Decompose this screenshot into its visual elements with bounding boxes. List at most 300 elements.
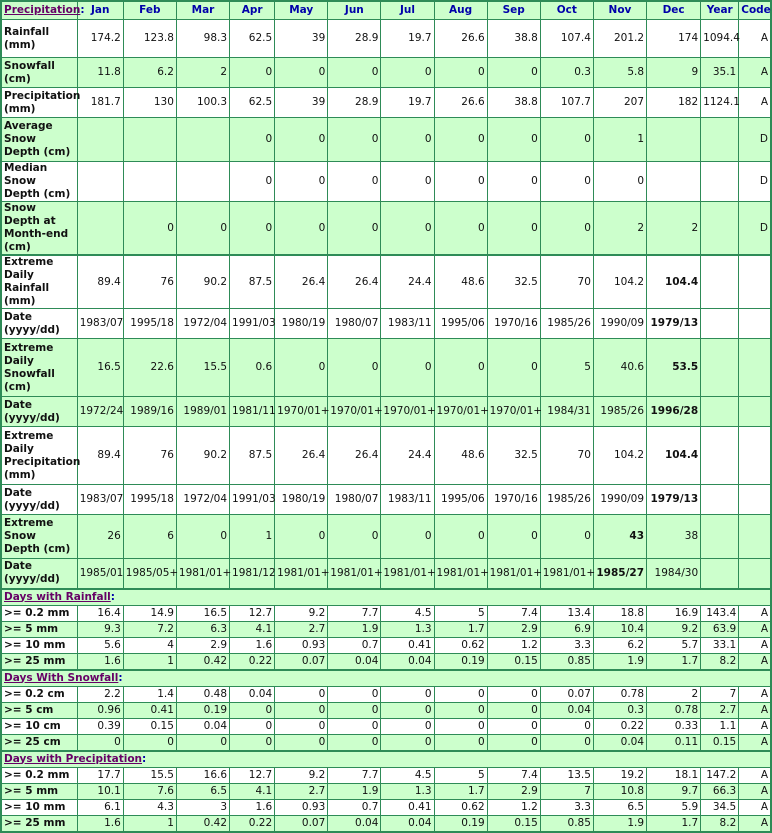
value-cell: 76: [123, 255, 176, 309]
value-cell: 1.3: [381, 621, 434, 637]
value-cell: 1981/12: [230, 559, 275, 589]
year-cell: 8.2: [701, 815, 739, 832]
year-cell: [701, 485, 739, 515]
row-label: >= 25 cm: [1, 734, 77, 751]
days-with-rainfall-section-title-cell: [1, 589, 771, 606]
value-cell: 24.4: [381, 255, 434, 309]
value-cell: 0.78: [647, 702, 701, 718]
code-cell: [739, 309, 771, 339]
colon: :: [118, 671, 123, 684]
value-cell: 0: [275, 686, 328, 702]
precip-row: [1, 20, 771, 58]
value-cell: 0.96: [77, 702, 123, 718]
value-cell: 0.41: [123, 702, 176, 718]
value-cell: 38.8: [487, 88, 540, 118]
days-with-precipitation-row: [1, 799, 771, 815]
value-cell: 0.3: [593, 702, 646, 718]
value-cell: 1983/07: [77, 485, 123, 515]
days-with-snowfall-row: [1, 734, 771, 751]
value-cell: [647, 162, 701, 202]
value-cell: 62.5: [230, 20, 275, 58]
value-cell: 5: [540, 339, 593, 397]
value-cell: 0: [328, 162, 381, 202]
year-cell: [701, 397, 739, 427]
value-cell: 1.7: [647, 815, 701, 832]
value-cell: 1981/11: [230, 397, 275, 427]
value-cell: [77, 162, 123, 202]
value-cell: 18.1: [647, 767, 701, 783]
value-cell: 9.2: [275, 605, 328, 621]
value-cell: 4.1: [230, 621, 275, 637]
value-cell: 0: [230, 202, 275, 256]
value-cell: 0: [381, 118, 434, 162]
col-jun: Jun: [328, 1, 381, 20]
value-cell: 0: [275, 702, 328, 718]
value-cell: 1.9: [328, 621, 381, 637]
value-cell: 10.1: [77, 783, 123, 799]
code-cell: A: [739, 653, 771, 670]
value-cell: 2.9: [487, 621, 540, 637]
year-cell: [701, 202, 739, 256]
value-cell: 1970/16: [487, 309, 540, 339]
value-cell: 0.41: [381, 799, 434, 815]
value-cell: 0: [176, 202, 229, 256]
value-cell: 1: [123, 653, 176, 670]
value-cell: 5.7: [647, 637, 701, 653]
code-cell: A: [739, 702, 771, 718]
value-cell: 39: [275, 20, 328, 58]
value-cell: 1981/01+: [176, 559, 229, 589]
value-cell: 28.9: [328, 88, 381, 118]
value-cell: 90.2: [176, 427, 229, 485]
value-cell: 1981/01+: [434, 559, 487, 589]
value-cell: 1981/01+: [540, 559, 593, 589]
value-cell: 48.6: [434, 427, 487, 485]
value-cell: 0: [77, 734, 123, 751]
value-cell: 100.3: [176, 88, 229, 118]
value-cell: 0.15: [487, 815, 540, 832]
days-with-snowfall-link[interactable]: Days With Snowfall: [4, 671, 119, 684]
value-cell: 12.7: [230, 605, 275, 621]
code-cell: [739, 427, 771, 485]
year-cell: [701, 427, 739, 485]
value-cell: 9.2: [275, 767, 328, 783]
value-cell: 1990/09: [593, 485, 646, 515]
value-cell: 0.7: [328, 637, 381, 653]
value-cell: 10.4: [593, 621, 646, 637]
year-cell: 8.2: [701, 653, 739, 670]
code-cell: [739, 397, 771, 427]
value-cell: 38: [647, 515, 701, 559]
value-cell: 0: [176, 734, 229, 751]
value-cell: 0: [328, 58, 381, 88]
value-cell: 182: [647, 88, 701, 118]
section-header-precipitation: [1, 1, 85, 20]
code-cell: A: [739, 783, 771, 799]
value-cell: 104.2: [593, 427, 646, 485]
value-cell: 174: [647, 20, 701, 58]
col-jan: Jan: [77, 1, 123, 20]
code-cell: [739, 515, 771, 559]
row-label: Rainfall (mm): [1, 20, 77, 58]
extreme-row: [1, 485, 771, 515]
col-year: Year: [701, 1, 739, 20]
value-cell: 207: [593, 88, 646, 118]
value-cell: 1980/19: [275, 485, 328, 515]
value-cell: 48.6: [434, 255, 487, 309]
value-cell: 1: [230, 515, 275, 559]
value-cell: 1985/26: [593, 397, 646, 427]
year-cell: 1.1: [701, 718, 739, 734]
days-with-precipitation-link[interactable]: Days with Precipitation: [4, 752, 143, 765]
value-cell: 1989/16: [123, 397, 176, 427]
value-cell: 10.8: [593, 783, 646, 799]
value-cell: 90.2: [176, 255, 229, 309]
days-with-rainfall-row: [1, 605, 771, 621]
value-cell: 1984/31: [540, 397, 593, 427]
value-cell: 0.07: [275, 815, 328, 832]
value-cell: 2: [647, 686, 701, 702]
value-cell: 1.7: [647, 653, 701, 670]
code-cell: A: [739, 734, 771, 751]
value-cell: 4.3: [123, 799, 176, 815]
value-cell: 1.9: [328, 783, 381, 799]
value-cell: 0: [381, 58, 434, 88]
value-cell: 4.1: [230, 783, 275, 799]
value-cell: 76: [123, 427, 176, 485]
value-cell: [176, 118, 229, 162]
value-cell: 1.6: [77, 653, 123, 670]
value-cell: 1995/06: [434, 485, 487, 515]
value-cell: 0.39: [77, 718, 123, 734]
value-cell: 1.6: [230, 637, 275, 653]
value-cell: 1985/26: [540, 485, 593, 515]
value-cell: 1985/27: [593, 559, 646, 589]
value-cell: 1.3: [381, 783, 434, 799]
col-apr: Apr: [230, 1, 275, 20]
value-cell: 0: [275, 339, 328, 397]
year-cell: [701, 559, 739, 589]
value-cell: 0: [434, 702, 487, 718]
value-cell: 5.9: [647, 799, 701, 815]
value-cell: 1991/03: [230, 309, 275, 339]
value-cell: [123, 162, 176, 202]
value-cell: 0: [381, 339, 434, 397]
row-label: >= 25 mm: [1, 815, 77, 832]
days-with-rainfall-row: [1, 653, 771, 670]
value-cell: 0: [275, 162, 328, 202]
row-label: >= 5 mm: [1, 621, 77, 637]
row-label: >= 5 cm: [1, 702, 77, 718]
value-cell: 0.93: [275, 799, 328, 815]
value-cell: 1979/13: [647, 309, 701, 339]
row-label: Date (yyyy/dd): [1, 485, 77, 515]
value-cell: 1980/07: [328, 485, 381, 515]
col-feb: Feb: [123, 1, 176, 20]
value-cell: 0.07: [275, 653, 328, 670]
value-cell: 0: [275, 202, 328, 256]
extreme-row: [1, 515, 771, 559]
value-cell: 0: [434, 162, 487, 202]
value-cell: 3: [176, 799, 229, 815]
year-cell: 143.4: [701, 605, 739, 621]
days-with-snowfall-row: [1, 702, 771, 718]
value-cell: 1983/07: [77, 309, 123, 339]
value-cell: 1983/11: [381, 309, 434, 339]
row-label: Date (yyyy/dd): [1, 559, 77, 589]
value-cell: 0: [540, 734, 593, 751]
code-cell: A: [739, 637, 771, 653]
value-cell: 0.22: [230, 653, 275, 670]
value-cell: 0.42: [176, 815, 229, 832]
value-cell: 0: [381, 515, 434, 559]
year-cell: 1094.4: [701, 20, 739, 58]
col-mar: Mar: [176, 1, 229, 20]
value-cell: 174.2: [77, 20, 123, 58]
row-label: Date (yyyy/dd): [1, 309, 77, 339]
value-cell: 0.11: [647, 734, 701, 751]
value-cell: 17.7: [77, 767, 123, 783]
value-cell: 2.7: [275, 621, 328, 637]
value-cell: 0: [381, 202, 434, 256]
value-cell: 0: [328, 339, 381, 397]
value-cell: [123, 118, 176, 162]
year-cell: [701, 255, 739, 309]
value-cell: 0.22: [230, 815, 275, 832]
col-jul: Jul: [381, 1, 434, 20]
year-cell: 0.15: [701, 734, 739, 751]
precip-row: [1, 58, 771, 88]
value-cell: 1990/09: [593, 309, 646, 339]
row-label: Extreme Daily Snowfall (cm): [1, 339, 77, 397]
value-cell: 0: [381, 702, 434, 718]
value-cell: 0: [328, 686, 381, 702]
days-with-snowfall-section-title-cell: [1, 670, 771, 687]
value-cell: 0.62: [434, 799, 487, 815]
value-cell: 1985/26: [540, 309, 593, 339]
value-cell: 123.8: [123, 20, 176, 58]
value-cell: 7.7: [328, 605, 381, 621]
value-cell: 3.3: [540, 637, 593, 653]
value-cell: 0.19: [434, 653, 487, 670]
row-label: >= 0.2 mm: [1, 605, 77, 621]
value-cell: 4.5: [381, 767, 434, 783]
value-cell: 1996/28: [647, 397, 701, 427]
row-label: Date (yyyy/dd): [1, 397, 77, 427]
value-cell: 2: [593, 202, 646, 256]
col-sep: Sep: [487, 1, 540, 20]
value-cell: 6.9: [540, 621, 593, 637]
value-cell: 0.22: [593, 718, 646, 734]
year-cell: 66.3: [701, 783, 739, 799]
value-cell: 130: [123, 88, 176, 118]
precip-row: [1, 162, 771, 202]
value-cell: 1.2: [487, 637, 540, 653]
value-cell: 0: [487, 686, 540, 702]
value-cell: 1970/01+: [381, 397, 434, 427]
value-cell: 19.7: [381, 88, 434, 118]
value-cell: 7.4: [487, 605, 540, 621]
days-with-precipitation-row: [1, 783, 771, 799]
value-cell: 6: [123, 515, 176, 559]
value-cell: 9.7: [647, 783, 701, 799]
value-cell: 6.1: [77, 799, 123, 815]
value-cell: 0.62: [434, 637, 487, 653]
code-cell: [739, 485, 771, 515]
value-cell: 0.6: [230, 339, 275, 397]
value-cell: 0: [328, 718, 381, 734]
value-cell: 0.3: [540, 58, 593, 88]
value-cell: 1.7: [434, 783, 487, 799]
value-cell: 6.5: [593, 799, 646, 815]
code-cell: A: [739, 88, 771, 118]
value-cell: 181.7: [77, 88, 123, 118]
value-cell: 24.4: [381, 427, 434, 485]
value-cell: 1972/04: [176, 485, 229, 515]
extreme-row: [1, 309, 771, 339]
value-cell: 0.78: [593, 686, 646, 702]
value-cell: 1981/01+: [487, 559, 540, 589]
value-cell: 43: [593, 515, 646, 559]
code-cell: A: [739, 605, 771, 621]
row-label: >= 0.2 mm: [1, 767, 77, 783]
value-cell: [77, 202, 123, 256]
value-cell: 13.5: [540, 767, 593, 783]
code-cell: D: [739, 118, 771, 162]
value-cell: 1970/01+: [487, 397, 540, 427]
row-label: Precipitation (mm): [1, 88, 77, 118]
value-cell: 6.3: [176, 621, 229, 637]
value-cell: 7: [540, 783, 593, 799]
extreme-row: [1, 255, 771, 309]
year-cell: [701, 339, 739, 397]
days-with-rainfall-row: [1, 637, 771, 653]
value-cell: 0: [328, 702, 381, 718]
code-cell: A: [739, 686, 771, 702]
value-cell: 26.6: [434, 20, 487, 58]
value-cell: 1970/01+: [275, 397, 328, 427]
value-cell: 0.04: [328, 815, 381, 832]
value-cell: 0: [487, 162, 540, 202]
days-with-rainfall-row: [1, 621, 771, 637]
value-cell: 1995/18: [123, 309, 176, 339]
value-cell: 4.5: [381, 605, 434, 621]
year-cell: 1124.1: [701, 88, 739, 118]
value-cell: 0: [275, 58, 328, 88]
precip-row: [1, 202, 771, 256]
value-cell: 0: [434, 686, 487, 702]
value-cell: 1970/16: [487, 485, 540, 515]
value-cell: 0: [381, 718, 434, 734]
days-with-rainfall-section-header: [1, 589, 771, 606]
value-cell: 0.04: [230, 686, 275, 702]
value-cell: 1.4: [123, 686, 176, 702]
value-cell: 0.15: [123, 718, 176, 734]
col-aug: Aug: [434, 1, 487, 20]
days-with-precipitation-row: [1, 767, 771, 783]
value-cell: 0: [434, 515, 487, 559]
row-label: >= 10 mm: [1, 637, 77, 653]
value-cell: 0: [540, 118, 593, 162]
value-cell: 7.7: [328, 767, 381, 783]
value-cell: 14.9: [123, 605, 176, 621]
value-cell: 32.5: [487, 255, 540, 309]
value-cell: 7.6: [123, 783, 176, 799]
value-cell: 0: [230, 162, 275, 202]
value-cell: 2.9: [487, 783, 540, 799]
value-cell: 0.04: [328, 653, 381, 670]
value-cell: 40.6: [593, 339, 646, 397]
value-cell: 26.4: [275, 255, 328, 309]
year-cell: 34.5: [701, 799, 739, 815]
row-label: Extreme Snow Depth (cm): [1, 515, 77, 559]
value-cell: 28.9: [328, 20, 381, 58]
value-cell: 1.6: [230, 799, 275, 815]
code-cell: [739, 255, 771, 309]
extreme-row: [1, 339, 771, 397]
value-cell: 13.4: [540, 605, 593, 621]
value-cell: 0.85: [540, 653, 593, 670]
year-cell: [701, 309, 739, 339]
value-cell: 0.04: [176, 718, 229, 734]
value-cell: 107.4: [540, 20, 593, 58]
value-cell: 0.04: [593, 734, 646, 751]
value-cell: 0: [275, 718, 328, 734]
value-cell: 1.6: [77, 815, 123, 832]
value-cell: 0: [434, 734, 487, 751]
value-cell: 1: [593, 118, 646, 162]
value-cell: 26.4: [328, 427, 381, 485]
colon: :: [110, 590, 115, 603]
code-cell: A: [739, 621, 771, 637]
value-cell: 1.7: [434, 621, 487, 637]
value-cell: 89.4: [77, 427, 123, 485]
value-cell: 1995/06: [434, 309, 487, 339]
value-cell: 0.93: [275, 637, 328, 653]
value-cell: 0: [540, 202, 593, 256]
value-cell: 0: [487, 702, 540, 718]
value-cell: 0: [540, 515, 593, 559]
value-cell: 0: [230, 734, 275, 751]
value-cell: 0: [487, 734, 540, 751]
precip-row: [1, 118, 771, 162]
days-with-snowfall-row: [1, 686, 771, 702]
value-cell: 0: [487, 118, 540, 162]
value-cell: 12.7: [230, 767, 275, 783]
precipitation-link[interactable]: Precipitation: [4, 4, 81, 16]
value-cell: 5: [434, 605, 487, 621]
value-cell: 1980/07: [328, 309, 381, 339]
value-cell: 6.2: [593, 637, 646, 653]
value-cell: 1981/01+: [328, 559, 381, 589]
value-cell: 0: [123, 202, 176, 256]
value-cell: 6.2: [123, 58, 176, 88]
value-cell: 0.04: [381, 653, 434, 670]
value-cell: 0: [230, 718, 275, 734]
value-cell: 0: [328, 118, 381, 162]
value-cell: 0: [434, 58, 487, 88]
value-cell: 15.5: [176, 339, 229, 397]
extreme-row: [1, 427, 771, 485]
value-cell: 0: [381, 686, 434, 702]
value-cell: 0: [434, 202, 487, 256]
days-with-rainfall-link[interactable]: Days with Rainfall: [4, 590, 111, 603]
value-cell: 0: [487, 202, 540, 256]
value-cell: 104.4: [647, 255, 701, 309]
value-cell: 39: [275, 88, 328, 118]
value-cell: 0.15: [487, 653, 540, 670]
value-cell: 0: [487, 339, 540, 397]
